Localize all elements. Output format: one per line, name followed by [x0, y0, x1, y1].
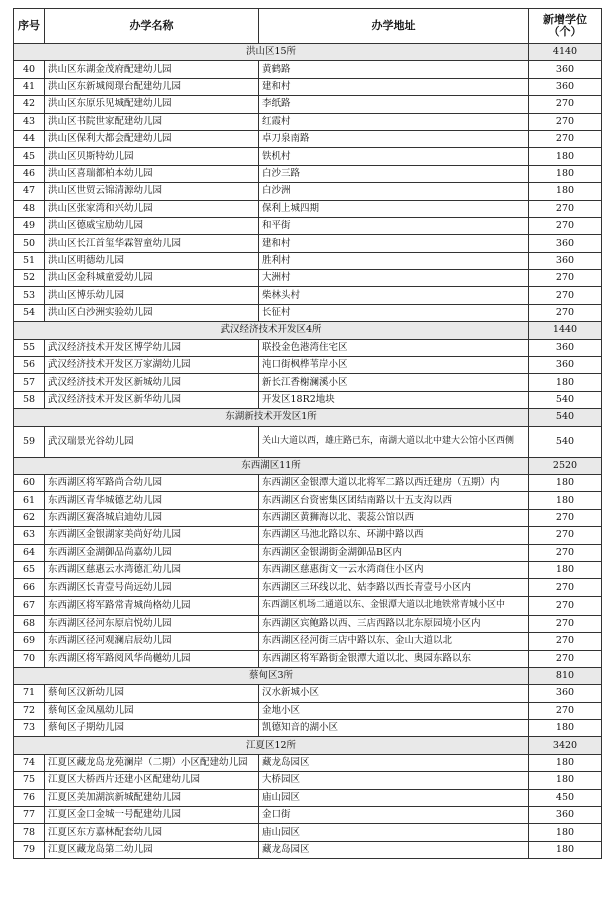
table-row: [14, 596, 602, 615]
table-row: [14, 426, 602, 457]
table-row: [14, 841, 602, 858]
row-name: 东西湖区将军路常青城尚格幼儿园: [45, 596, 259, 615]
row-seq: 63: [14, 527, 45, 544]
row-seats: 180: [529, 474, 602, 491]
row-seq: 74: [14, 754, 45, 771]
district-label: 东西湖区11所: [14, 457, 529, 474]
row-seats: 270: [529, 633, 602, 650]
row-address: 东西湖区将军路街金银潭大道以北、奥园东路以东: [259, 650, 529, 667]
row-seats: 360: [529, 252, 602, 269]
table-row: [14, 217, 602, 234]
row-seats: 270: [529, 96, 602, 113]
row-seats: 360: [529, 78, 602, 95]
document-page: [13, 8, 601, 859]
row-seq: 40: [14, 61, 45, 78]
table-row: [14, 720, 602, 737]
row-seq: 78: [14, 824, 45, 841]
row-seats: 360: [529, 357, 602, 374]
row-seats: 270: [529, 130, 602, 147]
table-row: [14, 561, 602, 578]
table-row: [14, 579, 602, 596]
row-seats: 360: [529, 235, 602, 252]
district-label: 江夏区12所: [14, 737, 529, 754]
row-address: 东西湖区径河街三店中路以东、金山大道以北: [259, 633, 529, 650]
table-row: [14, 374, 602, 391]
row-name: 东西湖区慈惠云水湾德汇幼儿园: [45, 561, 259, 578]
row-name: 东西湖区金湖御品尚嘉幼儿园: [45, 544, 259, 561]
table-row: [14, 772, 602, 789]
table-row: [14, 357, 602, 374]
row-seq: 75: [14, 772, 45, 789]
row-seq: 62: [14, 509, 45, 526]
table-row: [14, 148, 602, 165]
table-row: [14, 130, 602, 147]
row-seats: 180: [529, 561, 602, 578]
table-row: [14, 650, 602, 667]
district-label: 武汉经济技术开发区4所: [14, 322, 529, 339]
table-row: [14, 78, 602, 95]
row-seq: 64: [14, 544, 45, 561]
row-address: 东西湖区宾鲍路以西、三店西路以北东原园境小区内: [259, 615, 529, 632]
row-seats: 270: [529, 596, 602, 615]
row-seats: 540: [529, 391, 602, 408]
table-row: [14, 824, 602, 841]
table-row: [14, 685, 602, 702]
table-row: [14, 235, 602, 252]
district-label: 东湖新技术开发区1所: [14, 409, 529, 426]
table-row: [14, 391, 602, 408]
row-name: 洪山区白沙洲实验幼儿园: [45, 304, 259, 321]
row-seq: 41: [14, 78, 45, 95]
row-seats: 270: [529, 527, 602, 544]
row-seq: 54: [14, 304, 45, 321]
header-name: 办学名称: [45, 9, 259, 44]
table-row: [14, 474, 602, 491]
table-row: [14, 702, 602, 719]
row-seq: 68: [14, 615, 45, 632]
header-seats: [529, 9, 602, 44]
row-seq: 71: [14, 685, 45, 702]
row-name: 洪山区长江首玺华霖智童幼儿园: [45, 235, 259, 252]
row-name: 洪山区张家湾和兴幼儿园: [45, 200, 259, 217]
table-body: [14, 44, 602, 859]
row-seats: 270: [529, 304, 602, 321]
row-seats: 360: [529, 61, 602, 78]
row-address: 沌口街枫桦苇岸小区: [259, 357, 529, 374]
row-seats: 180: [529, 492, 602, 509]
row-seq: 56: [14, 357, 45, 374]
row-seats: 270: [529, 217, 602, 234]
row-seq: 49: [14, 217, 45, 234]
row-seq: 69: [14, 633, 45, 650]
row-address: 东西湖区金银湖街金湖御品B区内: [259, 544, 529, 561]
district-total: 4140: [529, 44, 602, 61]
district-group-row: [14, 409, 602, 426]
row-seq: 79: [14, 841, 45, 858]
row-seq: 45: [14, 148, 45, 165]
row-seq: 67: [14, 596, 45, 615]
table-row: [14, 183, 602, 200]
row-name: 洪山区书院世家配建幼儿园: [45, 113, 259, 130]
row-seq: 52: [14, 270, 45, 287]
row-name: 东西湖区青华城德艺幼儿园: [45, 492, 259, 509]
row-address: 大桥园区: [259, 772, 529, 789]
row-seq: 65: [14, 561, 45, 578]
row-address: 关山大道以西，雄庄路已东，南湖大道以北中建大公馆小区西侧: [259, 426, 529, 457]
row-seats: 270: [529, 615, 602, 632]
table-row: [14, 789, 602, 806]
table-row: [14, 61, 602, 78]
row-seq: 58: [14, 391, 45, 408]
row-address: 铁机村: [259, 148, 529, 165]
row-seq: 72: [14, 702, 45, 719]
row-name: 江夏区东方嘉林配套幼儿园: [45, 824, 259, 841]
row-seats: 180: [529, 772, 602, 789]
district-label: 蔡甸区3所: [14, 667, 529, 684]
row-name: 洪山区贝斯特幼儿园: [45, 148, 259, 165]
row-name: 武汉经济技术开发区万家湖幼儿园: [45, 357, 259, 374]
table-row: [14, 527, 602, 544]
row-address: 庙山园区: [259, 824, 529, 841]
row-address: 金地小区: [259, 702, 529, 719]
row-address: 建和村: [259, 235, 529, 252]
row-seats: 360: [529, 807, 602, 824]
row-seq: 76: [14, 789, 45, 806]
row-seats: 180: [529, 754, 602, 771]
row-address: 东西湖区黄狮海以北、裴蕊公馆以西: [259, 509, 529, 526]
table-row: [14, 339, 602, 356]
row-address: 新长江香榭澜溪小区: [259, 374, 529, 391]
row-seq: 47: [14, 183, 45, 200]
row-seats: 180: [529, 374, 602, 391]
header-address: 办学地址: [259, 9, 529, 44]
row-seats: 270: [529, 509, 602, 526]
row-name: 洪山区保利大都会配建幼儿园: [45, 130, 259, 147]
row-address: 东西湖区台资密集区团结南路以十五支沟以西: [259, 492, 529, 509]
table-row: [14, 96, 602, 113]
table-row: [14, 754, 602, 771]
row-seats: 180: [529, 841, 602, 858]
table-row: [14, 113, 602, 130]
row-name: 东西湖区长青壹号尚远幼儿园: [45, 579, 259, 596]
row-seq: 57: [14, 374, 45, 391]
row-seats: 360: [529, 339, 602, 356]
row-name: 洪山区世贸云锦清源幼儿园: [45, 183, 259, 200]
row-address: 东西湖区三环线以北、姑李路以西长青壹号小区内: [259, 579, 529, 596]
row-name: 蔡甸区金凤凰幼儿园: [45, 702, 259, 719]
row-name: 蔡甸区子期幼儿园: [45, 720, 259, 737]
table-row: [14, 544, 602, 561]
row-seats: 540: [529, 426, 602, 457]
row-address: 东西湖区金银潭大道以北将军二路以西迁建房（五期）内: [259, 474, 529, 491]
table-row: [14, 252, 602, 269]
row-address: 汉水新城小区: [259, 685, 529, 702]
row-seats: 270: [529, 650, 602, 667]
row-seats: 180: [529, 183, 602, 200]
row-seq: 55: [14, 339, 45, 356]
district-total: 1440: [529, 322, 602, 339]
row-address: 藏龙岛园区: [259, 754, 529, 771]
row-address: 卓刀泉南路: [259, 130, 529, 147]
row-seats: 270: [529, 200, 602, 217]
row-address: 保利上城四期: [259, 200, 529, 217]
row-name: 武汉经济技术开发区博学幼儿园: [45, 339, 259, 356]
row-address: 东西湖区机场二通道以东、金银潭大道以北地铁常青城小区中: [259, 596, 529, 615]
district-total: 3420: [529, 737, 602, 754]
row-seats: 180: [529, 824, 602, 841]
row-seq: 53: [14, 287, 45, 304]
row-address: 凯德知音的湖小区: [259, 720, 529, 737]
table-row: [14, 492, 602, 509]
district-total: 810: [529, 667, 602, 684]
row-seats: 180: [529, 720, 602, 737]
row-seq: 43: [14, 113, 45, 130]
header-seq: 序号: [14, 9, 45, 44]
row-address: 柴林头村: [259, 287, 529, 304]
district-total: 2520: [529, 457, 602, 474]
row-name: 东西湖区将军路阅风华尚樾幼儿园: [45, 650, 259, 667]
row-seq: 61: [14, 492, 45, 509]
row-name: 洪山区喜瑞都柏本幼儿园: [45, 165, 259, 182]
row-name: 武汉经济技术开发区新城幼儿园: [45, 374, 259, 391]
row-address: 建和村: [259, 78, 529, 95]
district-total: 540: [529, 409, 602, 426]
table-row: [14, 509, 602, 526]
district-group-row: [14, 457, 602, 474]
row-name: 洪山区明德幼儿园: [45, 252, 259, 269]
row-address: 东西湖区慈惠街文一云水湾商住小区内: [259, 561, 529, 578]
row-name: 洪山区德威宝励幼儿园: [45, 217, 259, 234]
row-name: 江夏区金口金城一号配建幼儿园: [45, 807, 259, 824]
row-name: 东西湖区径河观澜启辰幼儿园: [45, 633, 259, 650]
table-row: [14, 807, 602, 824]
row-seats: 180: [529, 165, 602, 182]
row-address: 庙山园区: [259, 789, 529, 806]
row-address: 联投金色港湾住宅区: [259, 339, 529, 356]
row-name: 武汉经济技术开发区新华幼儿园: [45, 391, 259, 408]
district-group-row: [14, 737, 602, 754]
row-name: 洪山区东新城阅璟台配建幼儿园: [45, 78, 259, 95]
row-seq: 48: [14, 200, 45, 217]
row-address: 黄鹤路: [259, 61, 529, 78]
row-seats: 180: [529, 148, 602, 165]
table-row: [14, 615, 602, 632]
row-name: 武汉瑞景光谷幼儿园: [45, 426, 259, 457]
table-row: [14, 165, 602, 182]
row-address: 藏龙岛园区: [259, 841, 529, 858]
row-name: 东西湖区将军路尚合幼儿园: [45, 474, 259, 491]
row-seq: 66: [14, 579, 45, 596]
row-address: 红霞村: [259, 113, 529, 130]
row-address: 开发区18R2地块: [259, 391, 529, 408]
row-seq: 44: [14, 130, 45, 147]
row-seats: 270: [529, 544, 602, 561]
row-name: 江夏区美加湖滨新城配建幼儿园: [45, 789, 259, 806]
row-seq: 51: [14, 252, 45, 269]
table-row: [14, 633, 602, 650]
row-name: 洪山区东湖金茂府配建幼儿园: [45, 61, 259, 78]
district-group-row: [14, 667, 602, 684]
row-address: 大洲村: [259, 270, 529, 287]
table-row: [14, 200, 602, 217]
row-name: 东西湖区径河东原启悦幼儿园: [45, 615, 259, 632]
row-address: 白沙三路: [259, 165, 529, 182]
row-name: 江夏区大桥西片还建小区配建幼儿园: [45, 772, 259, 789]
district-label: 洪山区15所: [14, 44, 529, 61]
district-group-row: [14, 44, 602, 61]
row-name: 东西湖区金银湖家美尚好幼儿园: [45, 527, 259, 544]
row-address: 白沙洲: [259, 183, 529, 200]
row-seats: 450: [529, 789, 602, 806]
row-seats: 270: [529, 702, 602, 719]
row-name: 蔡甸区汉新幼儿园: [45, 685, 259, 702]
row-name: 江夏区藏龙岛龙苑澜岸（二期）小区配建幼儿园: [45, 754, 259, 771]
row-address: 李纸路: [259, 96, 529, 113]
row-seats: 270: [529, 579, 602, 596]
row-seq: 77: [14, 807, 45, 824]
row-seats: 270: [529, 113, 602, 130]
kindergarten-table: [13, 8, 602, 859]
row-name: 洪山区博乐幼儿园: [45, 287, 259, 304]
row-address: 东西湖区马池北路以东、环湖中路以西: [259, 527, 529, 544]
row-name: 洪山区金科城童爱幼儿园: [45, 270, 259, 287]
district-group-row: [14, 322, 602, 339]
row-seats: 270: [529, 287, 602, 304]
row-seq: 60: [14, 474, 45, 491]
row-seq: 70: [14, 650, 45, 667]
row-address: 胜利村: [259, 252, 529, 269]
row-name: 东西湖区赛洛城启迪幼儿园: [45, 509, 259, 526]
row-seats: 360: [529, 685, 602, 702]
row-address: 和平街: [259, 217, 529, 234]
row-name: 江夏区藏龙岛第二幼儿园: [45, 841, 259, 858]
row-seq: 42: [14, 96, 45, 113]
table-header-row: [14, 9, 602, 44]
row-seats: 270: [529, 270, 602, 287]
table-row: [14, 304, 602, 321]
header-seats-line2: （个）: [548, 25, 582, 38]
row-seq: 50: [14, 235, 45, 252]
table-row: [14, 287, 602, 304]
row-name: 洪山区东原乐见城配建幼儿园: [45, 96, 259, 113]
row-seq: 46: [14, 165, 45, 182]
row-address: 长征村: [259, 304, 529, 321]
header-seats-line1: 新增学位: [543, 13, 587, 27]
row-seq: 73: [14, 720, 45, 737]
table-row: [14, 270, 602, 287]
row-address: 金口街: [259, 807, 529, 824]
row-seq: 59: [14, 426, 45, 457]
